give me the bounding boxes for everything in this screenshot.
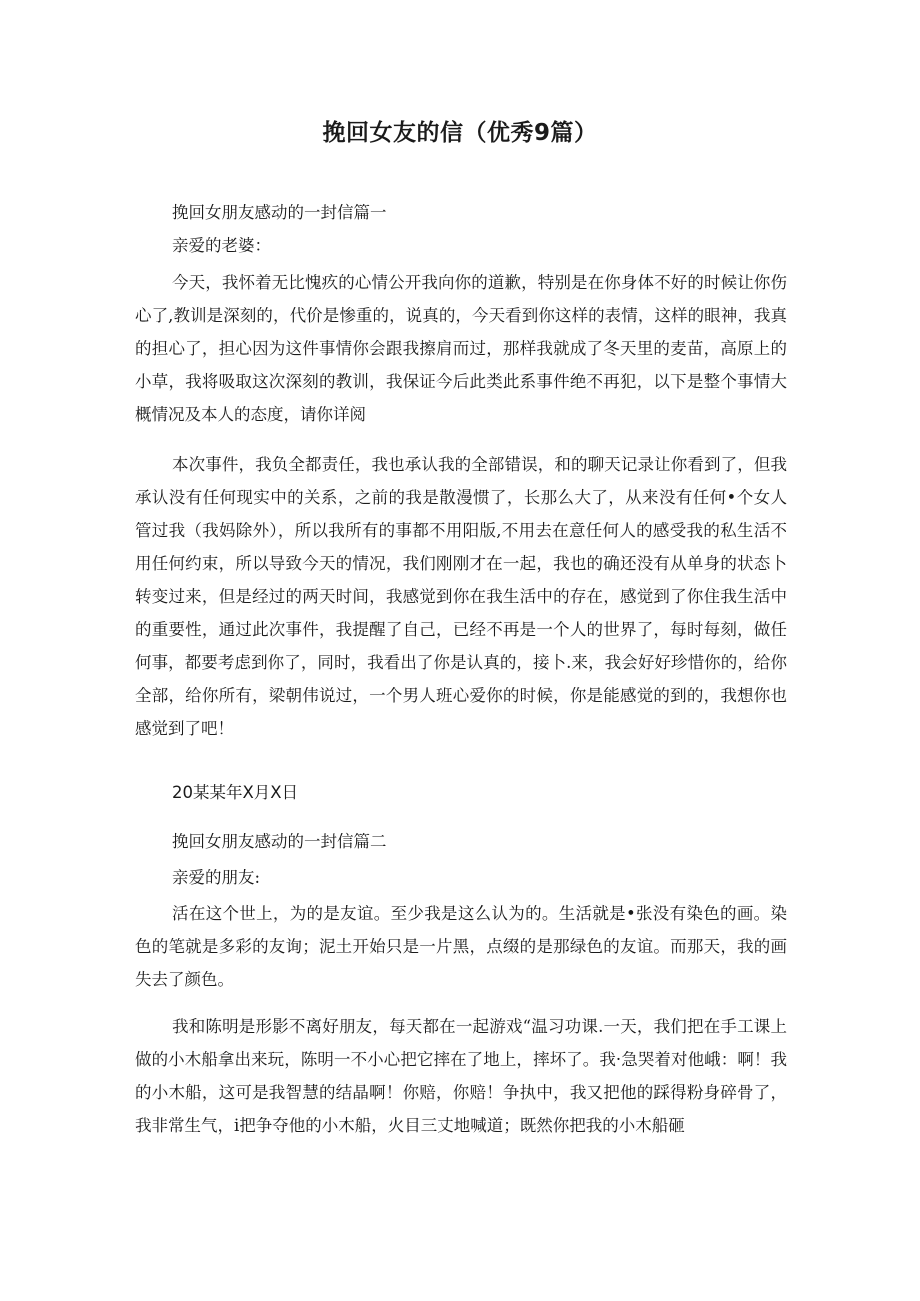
body-paragraph: 今天，我怀着无比愧疚的心情公开我向你的道歉，特别是在你身体不好的时候让你伤心了,教训是深刻的，代价是惨重的，说真的，今天看到你这样的表情，这样的眼神，我真的担心了，担心因为这件事情你会跟我擦肩而过，那样我就成了冬天里的麦苗，高原上的小草，我将吸取这次深刻的教训，我保证今后此类此系事件绝不再犯，以下是整个事情大概情况及本人的态度，请你详阅 <box>135 273 787 424</box>
document-title: 挽回女友的信（优秀9篇） <box>322 120 598 146</box>
section-heading: 挽回女朋友感动的一封信篇二 <box>172 832 387 851</box>
body-paragraph: 我和陈明是形影不离好朋友，每天都在一起游戏“温习功课.一天，我们把在手工课上做的小木船拿出来玩，陈明一不小心把它摔在了地上，摔坏了。我·急哭着对他峨：啊！我的小木船，这可是我智慧的结晶啊！你赔，你赔！争执中，我又把他的踩得粉身碎骨了，我非常生气，i把争夺他的小木船，火目三丈地喊道；既然你把我的小木船砸 <box>135 1017 787 1135</box>
section-heading: 挽回女朋友感动的一封信篇一 <box>172 203 387 222</box>
letter-greeting: 亲爱的朋友: <box>172 868 261 887</box>
body-paragraph: 本次事件，我负全都责任，我也承认我的全部错误，和的聊天记录让你看到了，但我承认没有任何现实中的关系，之前的我是散漫惯了，长那么大了，从来没有任何•个女人管过我（我妈除外），所以我所有的事都不用阳版,不用去在意任何人的感受我的私生活不用任何约束，所以导致今天的情况，我们刚刚才在一起，我也的确还没有从单身的状态卜转变过来，但是经过的两天时间，我感觉到你在我生活中的存在，感觉到了你住我生活中的重要性，通过此次事件，我提醒了自己，已经不再是一个人的世界了，每时每刻，做任何事，都要考虑到你了，同时，我看出了你是认真的，接卜.来，我会好好珍惜你的，给你全部，给你所有，梁朝伟说过，一个男人班心爱你的时候，你是能感觉的到的，我想你也感觉到了吧！ <box>135 455 787 738</box>
letter-date: 20某某年X月X日 <box>172 783 299 802</box>
letter-greeting: 亲爱的老婆： <box>172 236 271 255</box>
body-paragraph: 活在这个世上，为的是友谊。至少我是这么认为的。生活就是•张没有染色的画。染色的笔就是多彩的友询；泥土开始只是一片黑，点缀的是那绿色的友谊。而那天，我的画失去了颜色。 <box>135 904 787 989</box>
